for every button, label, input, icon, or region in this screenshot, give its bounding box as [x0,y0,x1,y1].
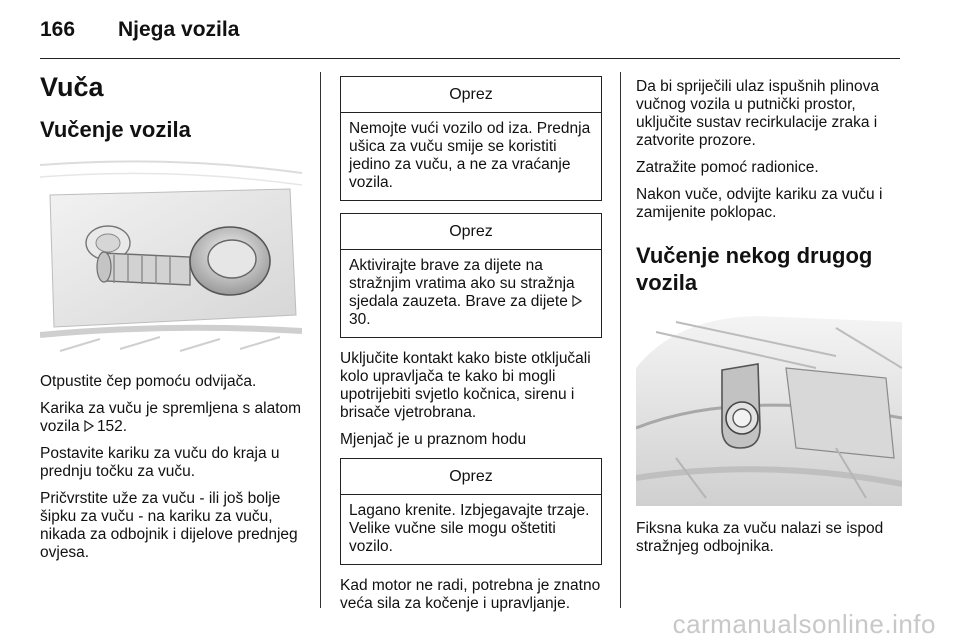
page-header [40,18,900,48]
column-2 [340,76,602,622]
caution-text: Lagano krenite. Izbjegavajte trzaje. Velike vučne sile mogu oštetiti vozilo. [349,502,590,555]
triangle-reference-icon [572,295,582,307]
section-title: Vuča [40,72,104,102]
column-divider-1 [320,72,321,608]
paragraph-engine-off: Kad motor ne radi, potrebna je znatno veća sila za kočenje i upravljanje. [340,577,601,612]
triangle-reference-icon [84,420,94,432]
caution-text: Aktivirajte brave za dijete na stražnjim vratima ako su stražnja sjedala zauzeta. Brave za dijete 30. [341,250,601,337]
column-1 [40,72,308,571]
caution-title: Oprez [341,459,601,495]
paragraph-fixed-hook: Fiksna kuka za vuču nalazi se ispod stražnjeg odbojnika. [636,520,884,555]
page-reference-link[interactable]: 152. [96,418,128,435]
header-divider [40,58,900,59]
paragraph-neutral: Mjenjač je u praznom hodu [340,431,527,448]
towing-eye-illustration [40,155,302,355]
paragraph-workshop: Zatražite pomoć radionice. [636,159,819,176]
caution-box-3 [340,458,602,565]
chapter-title: Njega vozila [118,18,240,41]
column-3 [636,78,906,565]
caution-title: Oprez [341,214,601,250]
instruction-4: Pričvrstite uže za vuču - ili još bolje šipku za vuču - na kariku za vuču, nikada za odbojnik i dijelove prednjeg ovjesa. [40,490,298,561]
instruction-2: Karika za vuču je spremljena s alatom vozila 152. [40,400,302,435]
tow-hook-illustration [636,308,902,506]
caution-text: Nemojte vući vozilo od iza. Prednja ušica za vuču smije se koristiti jedino za vuču, a ne za vraćanje vozila. [349,120,591,191]
paragraph-after-towing: Nakon vuče, odvijte kariku za vuču i zamijenite poklopac. [636,186,883,221]
caution-box-2 [340,213,602,338]
watermark: carmanualsonline.info [672,609,936,639]
instruction-3: Postavite kariku za vuču do kraja u prednju točku za vuču. [40,445,280,480]
instruction-1: Otpustite čep pomoću odvijača. [40,373,257,390]
column-divider-2 [620,72,621,608]
subsection-title: Vučenje vozila [40,117,191,142]
paragraph-ignition: Uključite kontakt kako biste otključali kolo upravljača te kako bi mogli upotrijebiti svjetlo kočnica, sirenu i brisače vjetrobrana. [340,350,591,421]
caution-box-1 [340,76,602,201]
paragraph-exhaust: Da bi spriječili ulaz ispušnih plinova vučnog vozila u putnički prostor, uključite sustav recirkulacije zraka i zatvorite prozore. [636,78,879,149]
subsection-title: Vučenje nekog drugog vozila [636,243,873,295]
caution-title: Oprez [341,77,601,113]
page-number: 166 [40,18,76,41]
page-reference-link[interactable]: 30. [349,311,371,328]
